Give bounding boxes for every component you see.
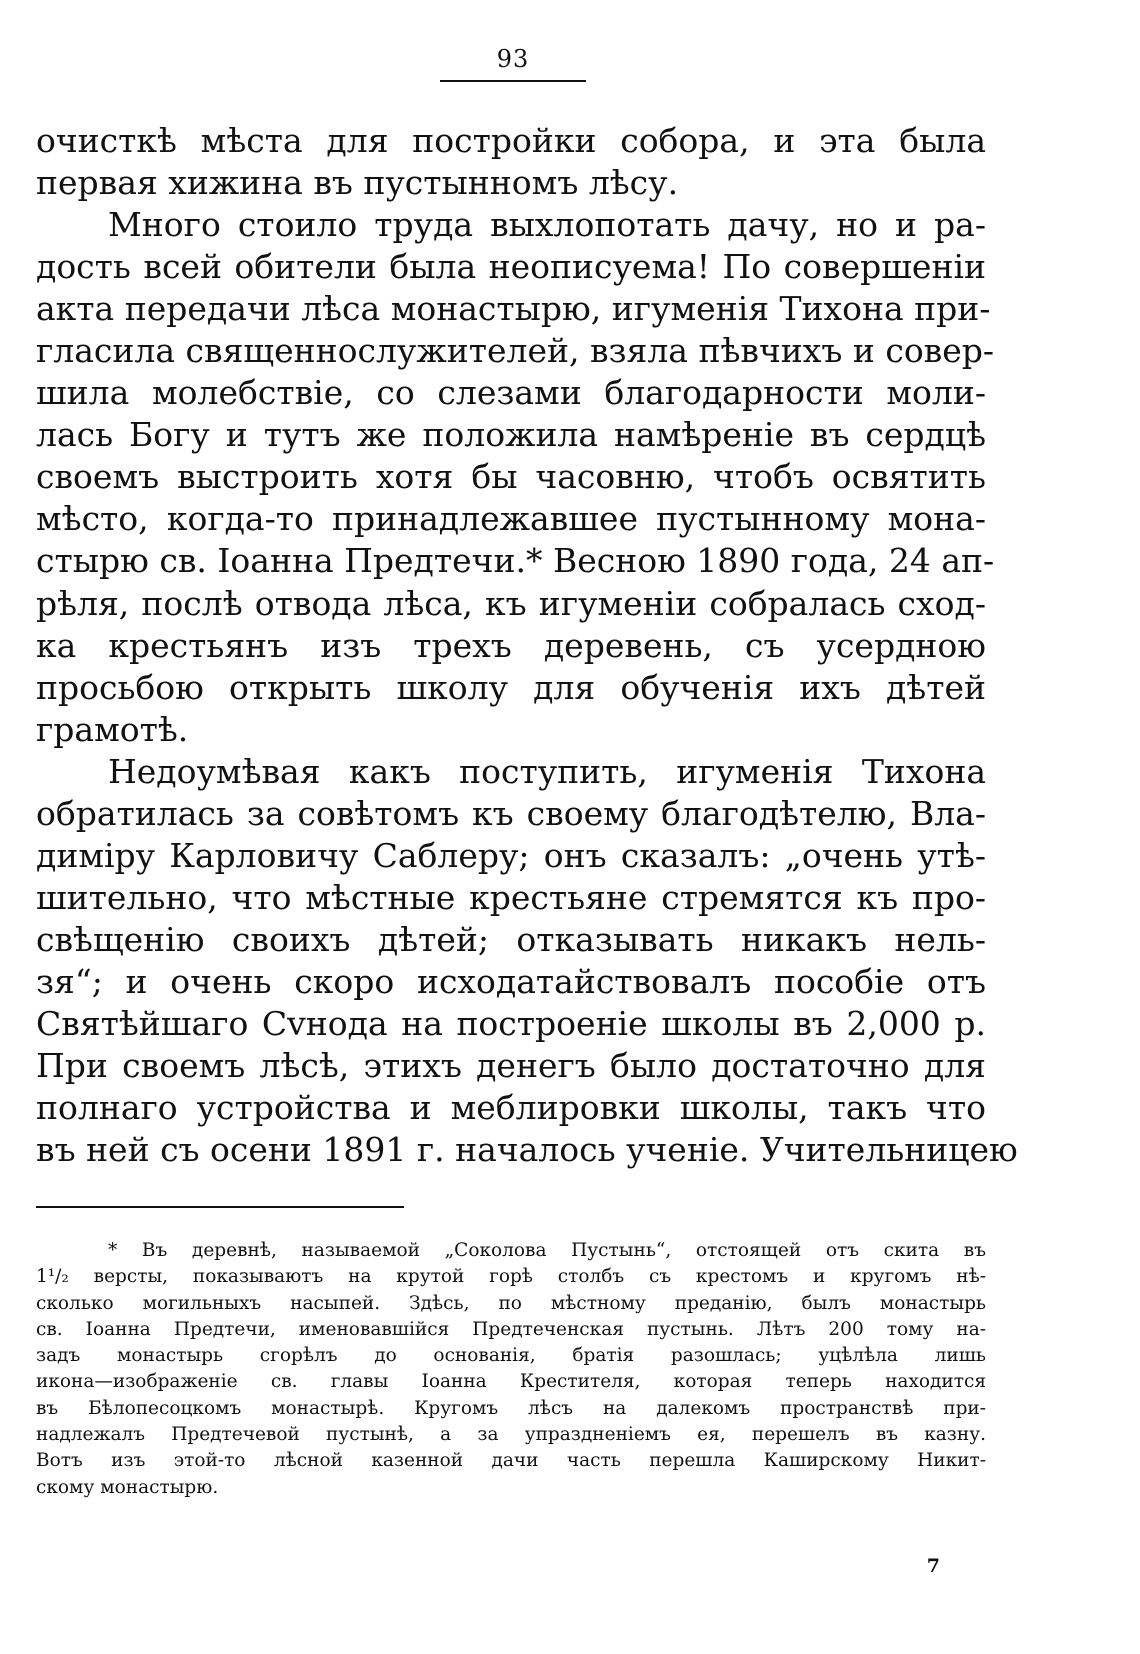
body-text-line: шительно, что мѣстные крестьяне стремятся къ про-: [36, 877, 986, 917]
footnote: [36, 1238, 986, 1501]
body-text-line: своемъ выстроить хотя бы часовню, чтобъ освятить: [36, 457, 986, 497]
body-text-line: просьбою открыть школу для обученія ихъ дѣтей: [36, 667, 986, 707]
footnote-line: въ Бѣлопесоцкомъ монастырѣ. Кругомъ лѣсъ на далекомъ пространствѣ при-: [36, 1397, 986, 1419]
body-text-line: шила молебствіе, со слезами благодарности моли-: [36, 373, 986, 413]
page-number-rule: [440, 80, 586, 82]
body-text-line: гласила священнослужителей, взяла пѣвчихъ и совер-: [36, 331, 995, 371]
footnote-line: задъ монастырь сгорѣлъ до основанія, братія разошлась; уцѣлѣла лишь: [36, 1345, 986, 1367]
signature-mark: 7: [926, 1555, 940, 1577]
footnote-line: 1¹/₂ версты, показываютъ на крутой горѣ столбъ съ крестомъ и кругомъ нѣ-: [36, 1266, 986, 1288]
page-number: 93: [496, 45, 530, 73]
body-text-line: ка крестьянъ изъ трехъ деревень, съ усердною: [36, 625, 986, 665]
footnote-line: * Въ деревнѣ, называемой „Соколова Пустынь“, отстоящей отъ скита въ: [108, 1240, 986, 1261]
footnote-line: скому монастырю.: [36, 1476, 219, 1498]
footnote-line: св. Іоанна Предтечи, именовавшійся Предтеченская пустынь. Лѣтъ 200 тому на-: [36, 1318, 986, 1340]
body-text-line: акта передачи лѣса монастырю, игуменія Тихона при-: [36, 289, 991, 329]
body-text-line: въ ней съ осени 1891 г. началось ученіе. Учительницею: [36, 1130, 1018, 1170]
footnote-line: икона—изображеніе св. главы Іоанна Крестителя, которая теперь находится: [36, 1371, 986, 1393]
body-text-line: грамотѣ.: [36, 709, 189, 749]
footnote-line: сколько могильныхъ насыпей. Здѣсь, по мѣстному преданію, былъ монастырь: [36, 1292, 986, 1314]
body-text-line: полнаго устройства и меблировки школы, такъ что: [36, 1088, 986, 1128]
body-text: [36, 120, 1018, 1171]
body-text-line: лась Богу и тутъ же положила намѣреніе въ сердцѣ: [36, 415, 986, 455]
body-text-line: При своемъ лѣсѣ, этихъ денегъ было достаточно для: [36, 1046, 986, 1086]
body-text-line: дость всей обители была неописуема! По совершеніи: [36, 247, 986, 287]
body-text-line: диміру Карловичу Саблеру; онъ сказалъ: „очень утѣ-: [36, 835, 986, 875]
body-text-line: рѣля, послѣ отвода лѣса, къ игуменіи собралась сход-: [36, 583, 986, 623]
footnote-separator: [36, 1206, 404, 1208]
body-text-line: очисткѣ мѣста для постройки собора, и эта была: [36, 121, 986, 160]
body-text-line: свѣщенію своихъ дѣтей; отказывать никакъ нель-: [36, 919, 986, 959]
body-text-line: мѣсто, когда-то принадлежавшее пустынному мона-: [36, 499, 986, 539]
body-text-line: первая хижина въ пустынномъ лѣсу.: [36, 163, 679, 203]
footnote-line: Вотъ изъ этой-то лѣсной казенной дачи часть перешла Каширскому Никит-: [36, 1450, 986, 1472]
body-text-line: обратилась за совѣтомъ къ своему благодѣтелю, Вла-: [36, 793, 986, 833]
body-text-line: Много стоило труда выхлопотать дачу, но и ра-: [108, 205, 986, 245]
body-text-line: Недоумѣвая какъ поступить, игуменія Тихона: [108, 751, 986, 791]
body-text-line: Святѣйшаго Сvнода на построеніе школы въ 2,000 р.: [36, 1003, 986, 1043]
body-text-line: стырю св. Іоанна Предтечи.* Весною 1890 года, 24 ап-: [36, 541, 995, 581]
body-text-line: зя“; и очень скоро исходатайствовалъ пособіе отъ: [36, 961, 986, 1001]
footnote-line: надлежалъ Предтечевой пустынѣ, а за упраздненіемъ ея, перешелъ въ казну.: [36, 1424, 986, 1446]
